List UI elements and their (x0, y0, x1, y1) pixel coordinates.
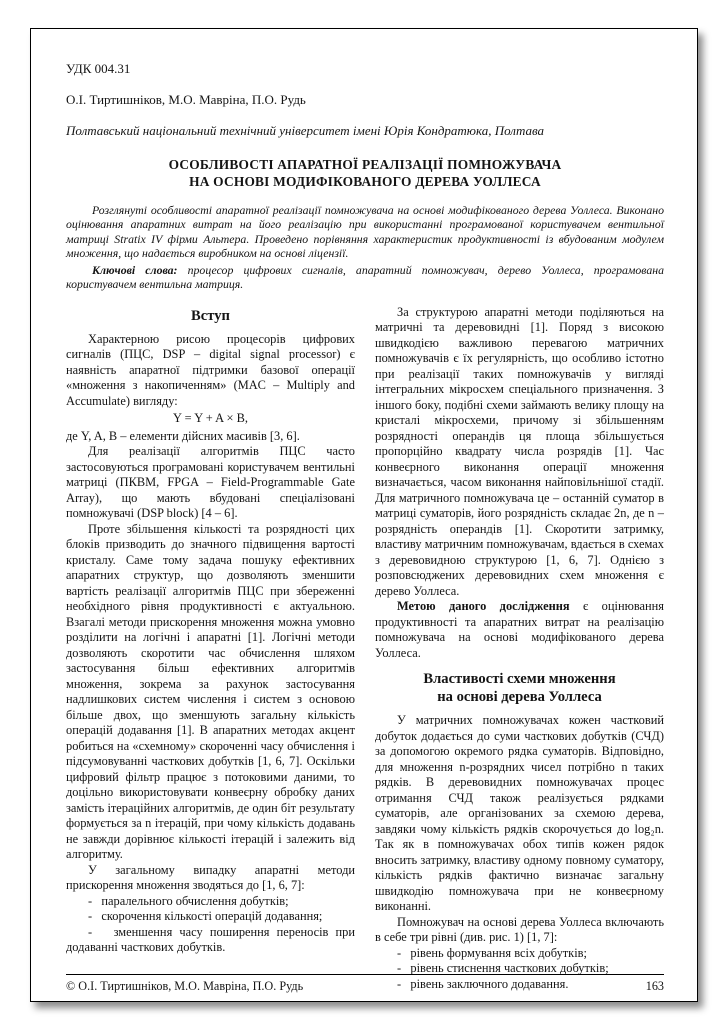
paragraph: У матричних помножувачах кожен частковий добуток додається до суми часткових добутків (СЧД) за допомогою окремого рядка суматорів. Відповідно, для множення n-розрядних чисел потрібно n таких рядків. В деревовидних помножувачах процес отримання СЧД також реалізується рядками суматорів, але організованих за схемою дерева, завдяки чому кількість рядків скорочується до log₂n. Так як в помножувачах обох типів кожен рядок вносить затримку, властиву одному повному суматору, кількість рядків фактично визначає загальну швидкодію помножувача при не конвеєрному виконанні. (375, 713, 664, 914)
list-item: - рівень формування всіх добутків; (397, 945, 587, 960)
authors-line: О.І. Тиртишніков, М.О. Мавріна, П.О. Рудь (66, 92, 306, 107)
list-item: - зменшення часу поширення переносів при додаванні часткових добутків. (66, 924, 355, 955)
formula: Y = Y + A × B, (172, 411, 248, 426)
udk-code: УДК 004.31 (66, 61, 131, 76)
paragraph: Помножувач на основі дерева Уоллеса включають в себе три рівні (див. рис. 1) [1, 7]: (375, 914, 664, 945)
paragraph: де Y, A, B – елементи дійсних масивів [3, 6]. (66, 428, 300, 443)
list-item: - паралельного обчислення добутків; (88, 893, 289, 908)
right-column (375, 305, 664, 993)
paragraph: За структурою апаратні методи поділяються на матричні та деревовидні [1]. Поряд з високою швидкодією важливою перевагою матричних помножувачів є їх регулярність, що особливо істотно при реалізації таких помножувачів у вигляді інтегральних мікросхем спеціального призначення. З іншого боку, подібні схеми займають велику площу на кристалі мікросхеми, причому зі збільшенням розрядності операндів ця площа збільшується пропорційно квадрату числа розрядів [1]. Час конвеєрного виконання операції множення визначається, часом виконання найповільнішої стадії. Для матричного помножувача це – останній суматор в матриці суматорів, його розрядність складає 2n, де n – розрядність операндів [1]. Скоротити затримку, властиву матричним помножувачам, вдається в схемах з деревовидною структурою [1, 6, 7]. Однією з розповсюджених деревовидних схем множення є дерево Уоллеса. (375, 304, 664, 598)
left-column (66, 305, 355, 993)
section-heading-properties (375, 670, 664, 706)
paragraph: Характерною рисою процесорів цифрових сигналів (ПЦС, DSP – digital signal processor) є наявність апаратної підтримки базової операції «множення з накопиченням» (MAC – Multiply and Accumulate) вигляду: (66, 331, 355, 408)
list-item: - рівень стиснення часткових добутків; (397, 961, 609, 976)
list-item: - рівень заключного додавання. (397, 976, 569, 991)
section-heading-line1: Властивості схеми множення (423, 671, 616, 688)
keywords-text: процесор цифрових сигналів, апаратний помножувач, дерево Уоллеса, програмована користувачем вентильна матриця. (66, 263, 664, 292)
page-footer (66, 974, 664, 994)
aim-paragraph (375, 599, 664, 661)
paragraph: У загальному випадку апаратні методи прискорення множення зводяться до [1, 6, 7]: (66, 862, 355, 893)
aim-lead: Метою даного дослідження (397, 599, 570, 614)
paragraph: Для реалізації алгоритмів ПЦС часто застосовуються програмовані користувачем вентильні матриці (ПКВМ, FPGA – Field-Programmable Gate Array), що мають вбудовані спеціалізовані помножувачі (DSP block) [4 – 6]. (66, 444, 355, 521)
paper-title-line2: НА ОСНОВІ МОДИФІКОВАНОГО ДЕРЕВА УОЛЛЕСА (189, 174, 541, 189)
paragraph: Проте збільшення кількості та розрядності цих блоків призводить до значного підвищення вартості кристалу. Саме тому задача пошуку ефективних апаратних структур, що дозволяють зменшити вартість реалізації алгоритмів ПЦС при збереженні необхідного рівня продуктивності є актуальною. Взагалі методи прискорення множення можна умовно розділити на логічні і апаратні [1]. Логічні методи дозволяють скоротити час обчислення шляхом застосування більш ефективних алгоритмів множення, зокрема за рахунок застосування надлишкових систем числення і систем з основою більше двох, що зменшують загальну кількість операцій додавання [1]. В апаратних методах акцент робиться на «схемному» скороченні часу обчислення і підсумовуванні часткових добутків [1, 6, 7]. Оскільки цифровий фільтр працює з потоковими даними, то доцільно використовувати конвеєрну обробку даних замість ітераційних алгоритмів, де один біт результату формується за n ітерацій, при чому кількість додавань не завжди дорівнює кількості ітерацій і залежить від алгоритму. (66, 521, 355, 862)
affiliation-line: Полтавський національний технічний університет імені Юрія Кондратюка, Полтава (66, 123, 545, 138)
paper-title (66, 156, 664, 190)
page (30, 28, 698, 1002)
keywords (66, 263, 664, 292)
two-column-body (66, 305, 664, 993)
keywords-label: Ключові слова: (92, 263, 178, 278)
page-number: 163 (645, 979, 664, 993)
list-item: - скорочення кількості операцій додавання; (88, 909, 323, 924)
paper-title-line1: ОСОБЛИВОСТІ АПАРАТНОЇ РЕАЛІЗАЦІЇ ПОМНОЖУВАЧА (168, 157, 562, 172)
abstract: Розглянуті особливості апаратної реалізації помножувача на основі модифікованого дерева Уоллеса. Виконано оцінювання апаратних витрат на його реалізацію при використанні програмованої користувачем вентильної матриці Stratix IV фірми Альтера. Проведено порівняння характеристик продуктивності із вбудованим модулем множення, що надається виробником на основі ліцензії. (66, 203, 664, 260)
aim-rest: є оцінювання продуктивності та апаратних витрат на реалізацію помножувача на основі модифікованого дерева Уоллеса. (375, 599, 664, 660)
footer-copyright: © О.І. Тиртишніков, М.О. Мавріна, П.О. Рудь (66, 979, 304, 993)
section-heading-line2: на основі дерева Уоллеса (437, 689, 602, 706)
section-heading-intro: Вступ (191, 307, 230, 324)
